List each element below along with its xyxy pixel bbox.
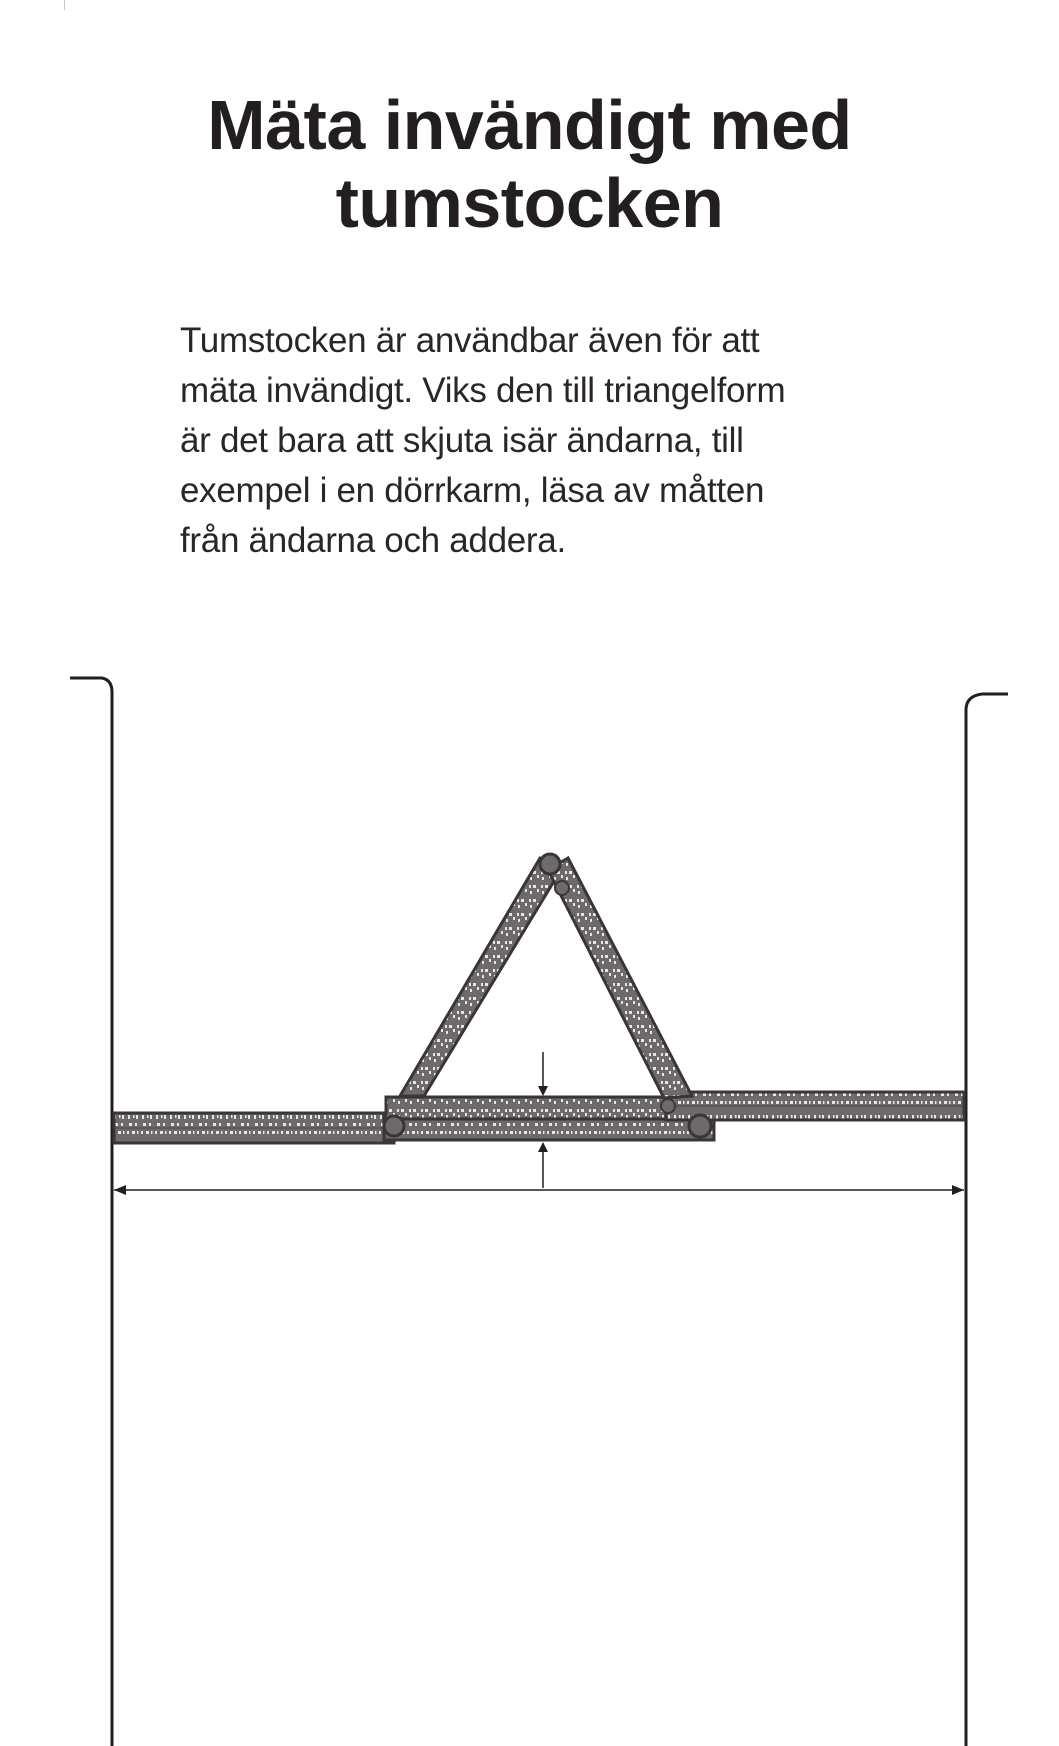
page-title-line-2: tumstocken — [335, 164, 724, 242]
ruler-triangle-right-arm — [548, 858, 692, 1098]
ruler-hinge-right — [689, 1115, 711, 1137]
ruler-hinge-top-inner — [555, 881, 569, 895]
body-line: exempel i en dörrkarm, läsa av måtten — [180, 471, 765, 510]
page-title-line-1: Mäta invändigt med — [207, 86, 852, 164]
ruler-segment-base-upper — [386, 1097, 686, 1119]
door-frame-right — [966, 694, 1008, 1746]
ruler-hinge-right-inner — [661, 1099, 675, 1113]
ruler-triangle-left-arm — [400, 858, 562, 1096]
width-dimension-line — [114, 1185, 964, 1195]
door-frame-left — [70, 678, 112, 1746]
ruler-hinge-left — [384, 1116, 404, 1136]
ruler-segment-left — [114, 1113, 394, 1143]
ruler-segment-right — [666, 1092, 964, 1120]
body-line: mäta invändigt. Viks den till triangelform — [180, 371, 786, 410]
body-line: Tumstocken är användbar även för att — [180, 321, 760, 360]
body-line: från ändarna och addera. — [180, 521, 566, 560]
ruler-hinge-top — [540, 854, 560, 874]
body-line: är det bara att skjuta isär ändarna, till — [180, 421, 744, 460]
